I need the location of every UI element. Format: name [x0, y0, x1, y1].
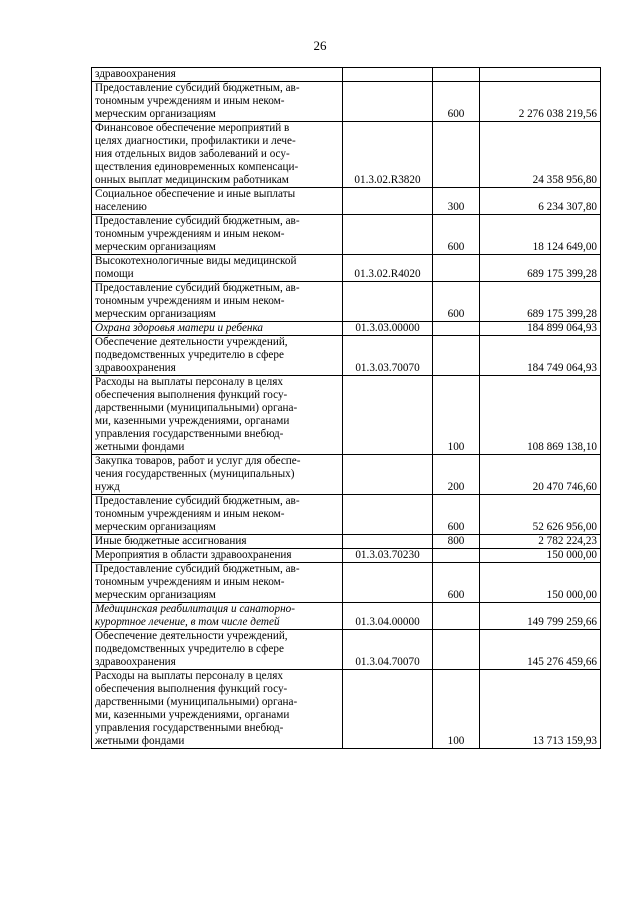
table-row: [92, 255, 601, 282]
expense-name-line: жетными фондами: [95, 735, 185, 747]
expense-name-line: ми, казенными учреждениями, органами: [95, 709, 290, 721]
target-code-cell: 01.3.04.70070: [343, 630, 433, 670]
target-code-cell: [343, 670, 433, 749]
amount-cell: 52 626 956,00: [480, 495, 601, 535]
table-row: [92, 630, 601, 670]
expense-type-cell: [433, 630, 480, 670]
expense-name-line: курортное лечение, в том числе детей: [95, 616, 280, 628]
expense-name-cell: [92, 322, 343, 336]
expense-name-line: помощи: [95, 268, 134, 280]
table-row: [92, 122, 601, 188]
expense-name-line: Обеспечение деятельности учреждений,: [95, 336, 288, 348]
amount-cell: 145 276 459,66: [480, 630, 601, 670]
table-row: [92, 215, 601, 255]
expense-type-cell: 600: [433, 563, 480, 603]
expense-name-line: Обеспечение деятельности учреждений,: [95, 630, 288, 642]
table-row: [92, 82, 601, 122]
expense-name-line: Расходы на выплаты персоналу в целях: [95, 376, 283, 388]
expense-name-line: дарственными (муниципальными) органа-: [95, 696, 298, 708]
expense-name-cell: [92, 188, 343, 215]
expense-name-line: управления государственными внебюд-: [95, 428, 284, 440]
expense-name-line: Финансовое обеспечение мероприятий в: [95, 122, 290, 134]
expense-type-cell: [433, 336, 480, 376]
expense-type-cell: 600: [433, 282, 480, 322]
expense-name-cell: [92, 535, 343, 549]
expense-name-line: обеспечения выполнения функций госу-: [95, 389, 288, 401]
expense-type-cell: [433, 68, 480, 82]
expense-type-cell: 600: [433, 495, 480, 535]
expense-name-line: населению: [95, 201, 147, 213]
target-code-cell: 01.3.03.70070: [343, 336, 433, 376]
amount-cell: 13 713 159,93: [480, 670, 601, 749]
expense-name-line: жетными фондами: [95, 441, 185, 453]
expense-name-cell: [92, 563, 343, 603]
expense-name-line: Предоставление субсидий бюджетным, ав-: [95, 563, 300, 575]
table-row: [92, 455, 601, 495]
amount-cell: 689 175 399,28: [480, 282, 601, 322]
target-code-cell: [343, 282, 433, 322]
expense-name-cell: [92, 630, 343, 670]
expense-name-line: Медицинская реабилитация и санаторно-: [95, 603, 295, 615]
expense-name-cell: [92, 82, 343, 122]
expense-name-line: Расходы на выплаты персоналу в целях: [95, 670, 283, 682]
budget-table: [91, 67, 601, 749]
expense-name-cell: [92, 495, 343, 535]
target-code-cell: 01.3.02.R3820: [343, 122, 433, 188]
expense-name-line: Предоставление субсидий бюджетным, ав-: [95, 282, 300, 294]
amount-cell: 150 000,00: [480, 549, 601, 563]
expense-type-cell: 800: [433, 535, 480, 549]
table-row: [92, 282, 601, 322]
expense-type-cell: 600: [433, 82, 480, 122]
expense-name-line: нужд: [95, 481, 120, 493]
expense-name-line: Высокотехнологичные виды медицинской: [95, 255, 297, 267]
expense-name-line: управления государственными внебюд-: [95, 722, 284, 734]
expense-name-line: мерческим организациям: [95, 241, 216, 253]
target-code-cell: [343, 68, 433, 82]
expense-name-line: мерческим организациям: [95, 521, 216, 533]
expense-name-line: ществления единовременных компенсаци-: [95, 161, 299, 173]
target-code-cell: 01.3.03.00000: [343, 322, 433, 336]
expense-name-line: Предоставление субсидий бюджетным, ав-: [95, 215, 300, 227]
expense-type-cell: [433, 255, 480, 282]
expense-name-cell: [92, 336, 343, 376]
target-code-cell: 01.3.04.00000: [343, 603, 433, 630]
expense-name-line: целях диагностики, профилактики и лече-: [95, 135, 296, 147]
expense-name-cell: [92, 282, 343, 322]
target-code-cell: [343, 376, 433, 455]
expense-type-cell: 300: [433, 188, 480, 215]
expense-name-line: чения государственных (муниципальных): [95, 468, 295, 480]
expense-name-cell: [92, 122, 343, 188]
amount-cell: 18 124 649,00: [480, 215, 601, 255]
table-row: [92, 495, 601, 535]
table-row: [92, 188, 601, 215]
expense-name-line: Иные бюджетные ассигнования: [95, 535, 247, 547]
amount-cell: 2 782 224,23: [480, 535, 601, 549]
table-row: [92, 603, 601, 630]
expense-name-cell: [92, 455, 343, 495]
expense-name-line: мерческим организациям: [95, 589, 216, 601]
target-code-cell: [343, 188, 433, 215]
table-row: [92, 336, 601, 376]
target-code-cell: [343, 455, 433, 495]
expense-name-line: подведомственных учредителю в сфере: [95, 349, 284, 361]
table-row: [92, 376, 601, 455]
expense-name-line: здравоохранения: [95, 362, 176, 374]
expense-name-line: Мероприятия в области здравоохранения: [95, 549, 292, 561]
amount-cell: 20 470 746,60: [480, 455, 601, 495]
amount-cell: 2 276 038 219,56: [480, 82, 601, 122]
expense-name-line: тономным учреждениям и иным неком-: [95, 508, 285, 520]
target-code-cell: [343, 563, 433, 603]
expense-name-line: Охрана здоровья матери и ребенка: [95, 322, 264, 334]
target-code-cell: [343, 82, 433, 122]
expense-type-cell: 100: [433, 670, 480, 749]
expense-name-cell: [92, 603, 343, 630]
table-row: [92, 535, 601, 549]
amount-cell: 150 000,00: [480, 563, 601, 603]
expense-name-line: мерческим организациям: [95, 308, 216, 320]
expense-name-line: подведомственных учредителю в сфере: [95, 643, 284, 655]
amount-cell: 108 869 138,10: [480, 376, 601, 455]
expense-type-cell: 600: [433, 215, 480, 255]
expense-name-cell: [92, 670, 343, 749]
expense-name-line: дарственными (муниципальными) органа-: [95, 402, 298, 414]
page-number: 26: [313, 38, 327, 53]
budget-table-body: [92, 68, 601, 749]
expense-type-cell: 200: [433, 455, 480, 495]
expense-name-line: онных выплат медицинским работникам: [95, 174, 289, 186]
expense-name-line: тономным учреждениям и иным неком-: [95, 576, 285, 588]
expense-name-line: Социальное обеспечение и иные выплаты: [95, 188, 296, 200]
table-row: [92, 549, 601, 563]
table-row: [92, 563, 601, 603]
table-row: [92, 68, 601, 82]
expense-name-line: здравоохранения: [95, 68, 176, 80]
expense-name-line: Предоставление субсидий бюджетным, ав-: [95, 82, 300, 94]
expense-name-line: Предоставление субсидий бюджетным, ав-: [95, 495, 300, 507]
table-row: [92, 322, 601, 336]
expense-type-cell: [433, 122, 480, 188]
amount-cell: [480, 68, 601, 82]
target-code-cell: [343, 535, 433, 549]
target-code-cell: [343, 495, 433, 535]
expense-name-line: ми, казенными учреждениями, органами: [95, 415, 290, 427]
amount-cell: 184 899 064,93: [480, 322, 601, 336]
expense-type-cell: 100: [433, 376, 480, 455]
expense-name-line: здравоохранения: [95, 656, 176, 668]
table-row: [92, 670, 601, 749]
expense-name-line: тономным учреждениям и иным неком-: [95, 95, 285, 107]
target-code-cell: 01.3.03.70230: [343, 549, 433, 563]
expense-name-line: ния отдельных видов заболеваний и осу-: [95, 148, 290, 160]
expense-name-line: тономным учреждениям и иным неком-: [95, 295, 285, 307]
expense-type-cell: [433, 603, 480, 630]
expense-type-cell: [433, 549, 480, 563]
expense-name-cell: [92, 255, 343, 282]
expense-name-line: Закупка товаров, работ и услуг для обеспе-: [95, 455, 301, 467]
expense-name-cell: [92, 215, 343, 255]
expense-name-cell: [92, 376, 343, 455]
amount-cell: 689 175 399,28: [480, 255, 601, 282]
amount-cell: 149 799 259,66: [480, 603, 601, 630]
expense-name-line: обеспечения выполнения функций госу-: [95, 683, 288, 695]
amount-cell: 6 234 307,80: [480, 188, 601, 215]
expense-name-cell: [92, 68, 343, 82]
expense-name-cell: [92, 549, 343, 563]
target-code-cell: 01.3.02.R4020: [343, 255, 433, 282]
amount-cell: 24 358 956,80: [480, 122, 601, 188]
amount-cell: 184 749 064,93: [480, 336, 601, 376]
expense-name-line: тономным учреждениям и иным неком-: [95, 228, 285, 240]
target-code-cell: [343, 215, 433, 255]
expense-name-line: мерческим организациям: [95, 108, 216, 120]
expense-type-cell: [433, 322, 480, 336]
